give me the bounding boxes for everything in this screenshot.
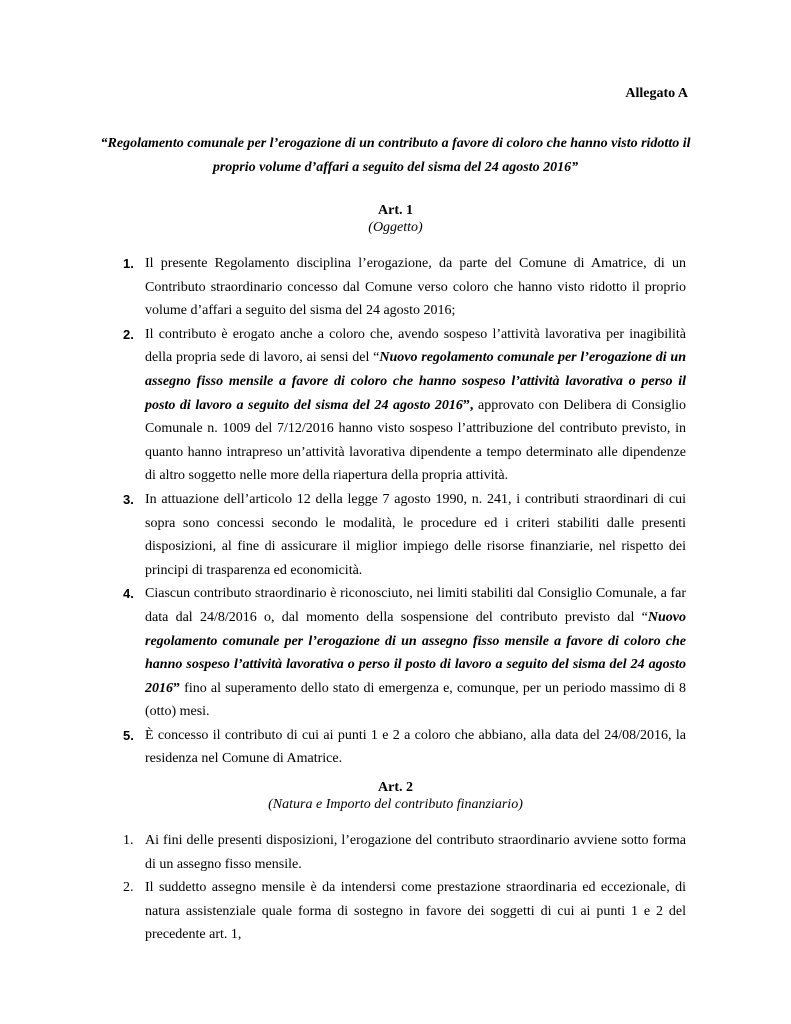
- item-text: Il presente Regolamento disciplina l’erogazione, da parte del Comune di Amatrice, di un Contributo straordinario concesso dal Comune verso coloro che hanno visto ridotto il proprio volume d’affari a seguito del sisma del 24 agosto 2016;: [145, 256, 686, 319]
- list-number: 3.: [123, 491, 134, 507]
- item-text: Ai fini delle presenti disposizioni, l’erogazione del contributo straordinario avviene sotto forma di un assegno fisso mensile.: [145, 833, 686, 872]
- item-text-mid: ”: [173, 680, 180, 696]
- list-number: 5.: [123, 727, 134, 743]
- title-open-quote: “: [100, 136, 108, 151]
- art1-item-3: [0, 488, 686, 582]
- list-number: 1.: [123, 256, 134, 271]
- art1-item-4: [0, 582, 686, 724]
- item-text-pre: Ciascun contributo straordinario è riconosciuto, nei limiti stabiliti dal Consiglio Comunale, a far data dal 24/8/2016 o, dal momento della sospensione del contributo previsto dal “: [145, 586, 686, 625]
- art2-item-2: [0, 876, 686, 947]
- art1-item-2: [0, 323, 686, 488]
- list-number: 4.: [123, 586, 134, 602]
- list-number: 2.: [123, 880, 134, 896]
- art2-subtitle: (Natura e Importo del contributo finanziario): [268, 797, 523, 812]
- art1-heading: [0, 202, 791, 236]
- art2-heading: [0, 779, 791, 813]
- art2-item-1: [0, 829, 686, 876]
- title-close-quote: ”: [571, 160, 579, 175]
- art2-list: [0, 829, 686, 947]
- item-text: È concesso il contributo di cui ai punti 1 e 2 a coloro che abbiano, alla data del 24/08/2016, la residenza nel Comune di Amatrice.: [145, 727, 686, 767]
- item-text-emphasis: Nuovo regolamento comunale per l’erogazione di un assegno fisso mensile a favore di coloro che hanno sospeso l’attività lavorativa o perso il posto di lavoro a seguito del sisma del 24 agosto 2016: [145, 350, 686, 413]
- art1-list: [0, 252, 686, 771]
- regulation-title: [80, 132, 711, 180]
- item-text-mid: ”,: [462, 397, 474, 413]
- item-text-post: approvato con Delibera di Consiglio Comunale n. 1009 del 7/12/2016 hanno visto sospeso l’attribuzione del contributo previsto, in quanto hanno intrapreso un’attività lavorativa dipendente a tempo determinato alle dipendenze di altro soggetto nelle more della riapertura della propria attività.: [145, 397, 686, 484]
- item-text-emphasis: Nuovo regolamento comunale per l’erogazione di un assegno fisso mensile a favore di coloro che hanno sospeso l’attività lavorativa o perso il posto di lavoro a seguito del sisma del 24 agosto 2016: [145, 609, 686, 696]
- art1-item-1: [0, 252, 686, 323]
- art2-title: Art. 2: [378, 780, 413, 795]
- item-text-pre: Il contributo è erogato anche a coloro che, avendo sospeso l’attività lavorativa per inagibilità della propria sede di lavoro, ai sensi del “: [145, 326, 686, 366]
- list-number: 1.: [123, 833, 134, 848]
- allegato-label: Allegato A: [625, 86, 688, 101]
- item-text-post: fino al superamento dello stato di emergenza e, comunque, per un periodo massimo di 8 (otto) mesi.: [145, 680, 686, 720]
- title-text: Regolamento comunale per l’erogazione di un contributo a favore di coloro che hanno visto ridotto il proprio volume d’affari a seguito del sisma del 24 agosto 2016: [107, 136, 691, 175]
- art1-item-5: [0, 724, 686, 771]
- art1-subtitle: (Oggetto): [368, 220, 423, 235]
- art1-title: Art. 1: [378, 203, 413, 218]
- item-text: In attuazione dell’articolo 12 della legge 7 agosto 1990, n. 241, i contributi straordinari di cui sopra sono concessi secondo le modalità, le procedure ed i criteri stabiliti dalle presenti disposizioni, al fine di assicurare il miglior impiego delle risorse finanziarie, nel rispetto dei principi di trasparenza ed economicità.: [145, 491, 686, 578]
- list-number: 2.: [123, 326, 134, 342]
- item-text: Il suddetto assegno mensile è da intendersi come prestazione straordinaria ed eccezionale, di natura assistenziale quale forma di sostegno in favore dei soggetti di cui ai punti 1 e 2 del precedente art. 1,: [145, 880, 686, 943]
